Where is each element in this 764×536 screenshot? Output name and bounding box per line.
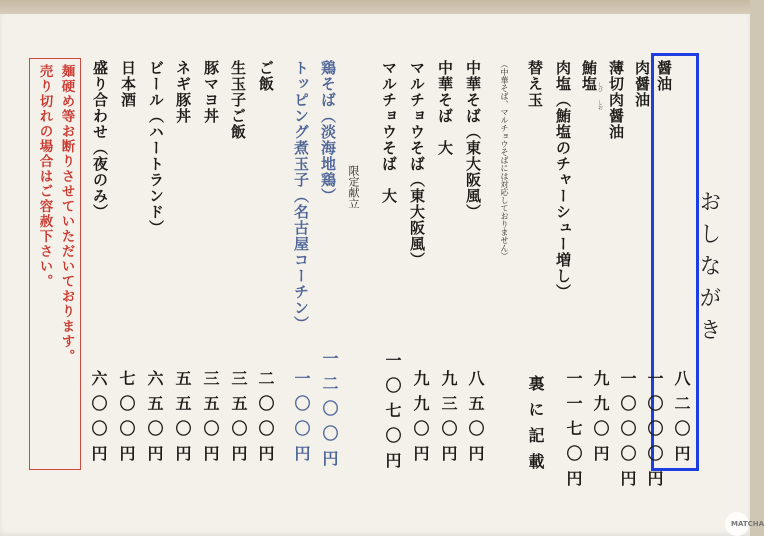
menu-item-name: 肉塩（鮪塩のチャーシュー増し） (554, 60, 572, 300)
menu-item-name: マルチョウそば（東大阪風） (408, 60, 426, 268)
menu-item-name: 醤油 (655, 60, 673, 92)
red-notice-line: 麺硬め等お断りさせていただいております。 (58, 64, 75, 364)
menu-item-price: 一〇〇〇円 (618, 370, 637, 495)
menu-item-name: 替え玉 (526, 60, 544, 108)
menu-item-name: 肉醤油 (633, 60, 651, 108)
menu-item-price: 七〇〇円 (117, 370, 136, 470)
menu-item-name: 盛り合わせ（夜のみ） (91, 60, 109, 220)
menu-item-price: 三五〇円 (229, 370, 248, 470)
menu-item-name: 日本酒 (119, 60, 137, 108)
menu-item-name: ご飯 (257, 60, 275, 92)
menu-item-price: 六五〇円 (145, 370, 164, 470)
menu-item-name: 中華そば 大 (436, 60, 454, 156)
watermark-text: MATCHA (731, 520, 764, 528)
menu-item-price: 三五〇円 (201, 370, 220, 470)
menu-item-price: 八五〇円 (466, 370, 485, 470)
menu-item-price: 裏に記載 (526, 375, 545, 479)
menu-item-price: 一二〇〇円 (320, 350, 339, 475)
menu-item-name: 中華そば（東大阪風） (464, 60, 482, 220)
menu-item-name: マルチョウそば 大 (380, 60, 398, 204)
menu-item-name: ネギ豚丼 (174, 60, 192, 124)
menu-item-name: ビール（ハートランド） (147, 60, 165, 236)
menu-item-price: 一〇〇〇円 (645, 370, 664, 495)
menu-item-price: 六〇〇円 (89, 370, 108, 470)
menu-item-name: 鮪塩 (580, 60, 598, 92)
menu-item-price: 九九〇円 (411, 370, 430, 470)
menu-item-price: 一一七〇円 (564, 370, 583, 495)
menu-item-price: 二〇〇円 (256, 370, 275, 470)
menu-item-name: トッピング煮玉子（名古屋コーチン） (292, 60, 310, 332)
menu-item-price: 八二〇円 (672, 370, 691, 470)
menu-title: おしながき (696, 190, 721, 350)
ruby-shio: しお (597, 100, 603, 110)
menu-note: （中華そば、マルチョウそばには対応しておりません） (500, 60, 509, 260)
menu-item-name: 鶏そば（淡海地鶏） (319, 60, 337, 204)
menu-item-name: 生玉子ご飯 (229, 60, 247, 140)
limited-label: 限定献立 (347, 165, 360, 209)
menu-item-price: 一〇七〇円 (383, 352, 402, 477)
menu-item-name: 豚マヨ丼 (202, 60, 220, 124)
menu-item-price: 一〇〇円 (292, 370, 311, 470)
menu-item-price: 九三〇円 (439, 370, 458, 470)
ruby-maguro: しび (597, 82, 603, 92)
menu-item-price: 九九〇円 (591, 370, 610, 470)
menu-item-name: 薄切肉醤油 (607, 60, 625, 140)
menu-item-price: 五五〇円 (173, 370, 192, 470)
red-notice-line: 売り切れの場合はご容赦下さい。 (36, 64, 53, 289)
